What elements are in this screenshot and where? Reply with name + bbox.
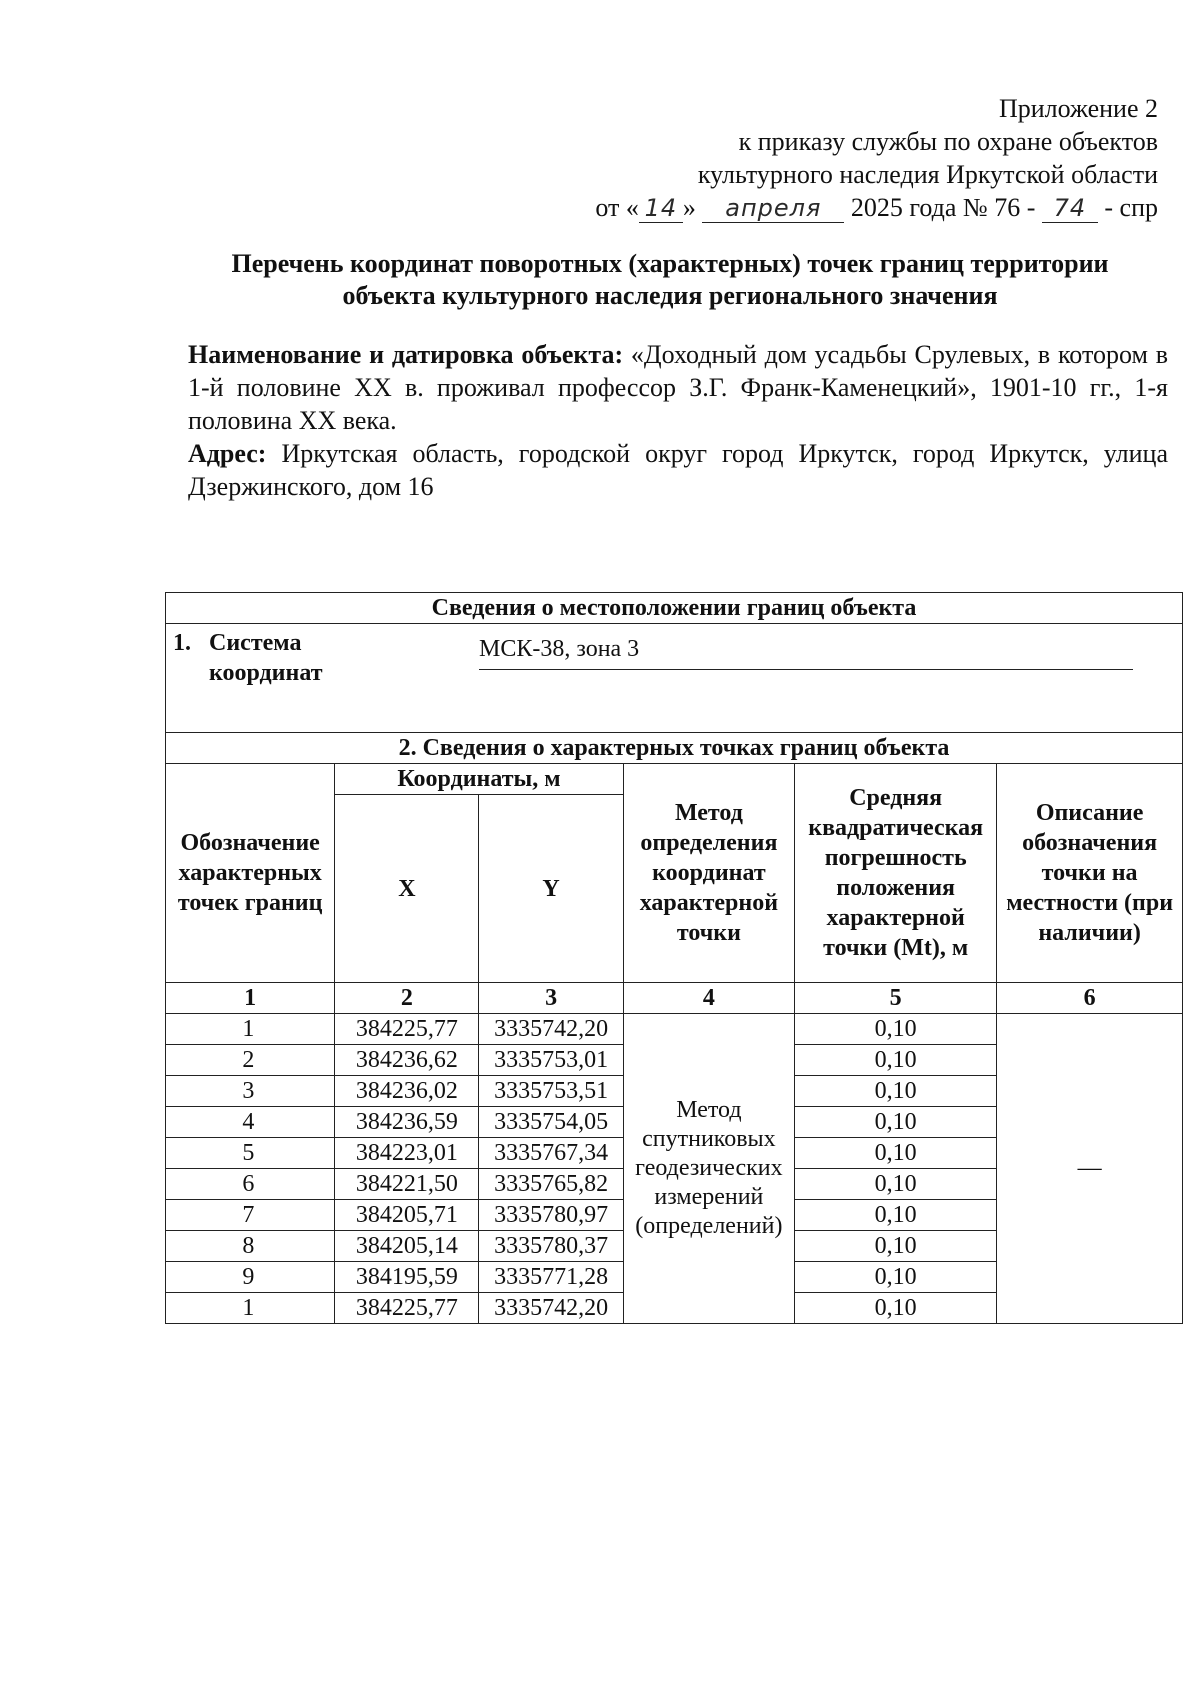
point-mt: 0,10	[795, 1045, 997, 1076]
header-y: Y	[479, 795, 623, 983]
point-id: 9	[166, 1262, 335, 1293]
date-mid: »	[682, 193, 696, 222]
point-y: 3335780,37	[479, 1231, 623, 1262]
table-row	[166, 1014, 1183, 1045]
date-suffix: - спр	[1104, 193, 1158, 222]
method-cell: Метод спутниковых геодезических измерений (определений)	[623, 1014, 794, 1324]
point-id: 7	[166, 1200, 335, 1231]
object-address-value: Иркутская область, городской округ город Иркутск, город Иркутск, улица Дзержинского, дом 16	[188, 439, 1168, 501]
header-x: X	[335, 795, 479, 983]
object-name-label: Наименование и датировка объекта:	[188, 340, 624, 369]
header-designation: Обозначение характерных точек границ	[166, 764, 335, 983]
description-cell	[997, 1014, 1183, 1324]
object-name-value: «Доходный дом усадьбы Срулевых, в котором в 1-й половине XX в. проживал профессор З.Г. Франк-Каменецкий», 1901-10 гг., 1-я половина XX века.	[188, 340, 1169, 435]
points-section-title: 2. Сведения о характерных точках границ объекта	[166, 733, 1183, 764]
column-number: 5	[795, 983, 997, 1014]
coordinate-system-value: МСК-38, зона 3	[479, 636, 1133, 670]
point-mt: 0,10	[795, 1293, 997, 1324]
point-x: 384205,14	[335, 1231, 479, 1262]
point-x: 384223,01	[335, 1138, 479, 1169]
point-x: 384236,02	[335, 1076, 479, 1107]
coordinates-table	[165, 592, 1183, 1324]
handwritten-order-number: 74	[1042, 194, 1098, 223]
point-y: 3335767,34	[479, 1138, 623, 1169]
point-x: 384221,50	[335, 1169, 479, 1200]
object-info	[188, 338, 1168, 503]
point-y: 3335753,01	[479, 1045, 623, 1076]
appendix-date-line	[595, 191, 1158, 224]
header-error: Средняя квадратическая погрешность положения характерной точки (Mt), м	[795, 764, 997, 983]
point-mt: 0,10	[795, 1138, 997, 1169]
handwritten-day: 14	[639, 194, 683, 223]
object-name-paragraph	[188, 338, 1168, 437]
point-y: 3335780,97	[479, 1200, 623, 1231]
point-x: 384195,59	[335, 1262, 479, 1293]
point-id: 6	[166, 1169, 335, 1200]
point-id: 1	[166, 1293, 335, 1324]
point-x: 384225,77	[335, 1014, 479, 1045]
point-y: 3335754,05	[479, 1107, 623, 1138]
header-description: Описание обозначения точки на местности (при наличии)	[997, 764, 1183, 983]
point-y: 3335765,82	[479, 1169, 623, 1200]
column-number: 3	[479, 983, 623, 1014]
point-x: 384236,59	[335, 1107, 479, 1138]
document-title	[170, 248, 1170, 312]
appendix-header	[595, 92, 1158, 224]
object-address-label: Адрес:	[188, 439, 267, 468]
point-mt: 0,10	[795, 1076, 997, 1107]
point-x: 384225,77	[335, 1293, 479, 1324]
appendix-number: Приложение 2	[998, 94, 1158, 123]
point-y: 3335771,28	[479, 1262, 623, 1293]
date-year: 2025 года № 76 -	[850, 193, 1036, 222]
coordinate-system-cell	[166, 624, 1183, 733]
section-title: Сведения о местоположении границ объекта	[166, 593, 1183, 624]
coordinate-system-text: Система координат	[209, 630, 323, 686]
point-mt: 0,10	[795, 1200, 997, 1231]
column-numbers-row	[166, 983, 1183, 1014]
column-number: 6	[997, 983, 1183, 1014]
point-id: 1	[166, 1014, 335, 1045]
point-id: 3	[166, 1076, 335, 1107]
handwritten-month: апреля	[702, 194, 844, 223]
appendix-authority: культурного наследия Иркутской области	[697, 160, 1158, 189]
point-id: 4	[166, 1107, 335, 1138]
title-line-2: объекта культурного наследия регионального значения	[342, 281, 998, 310]
point-y: 3335742,20	[479, 1014, 623, 1045]
appendix-order-ref: к приказу службы по охране объектов	[738, 127, 1158, 156]
point-id: 8	[166, 1231, 335, 1262]
point-mt: 0,10	[795, 1231, 997, 1262]
point-mt: 0,10	[795, 1014, 997, 1045]
description-dash: —	[1077, 1155, 1102, 1181]
title-line-1: Перечень координат поворотных (характерных) точек границ территории	[231, 249, 1109, 278]
point-id: 5	[166, 1138, 335, 1169]
point-y: 3335753,51	[479, 1076, 623, 1107]
point-x: 384236,62	[335, 1045, 479, 1076]
object-address-paragraph	[188, 437, 1168, 503]
point-mt: 0,10	[795, 1169, 997, 1200]
point-x: 384205,71	[335, 1200, 479, 1231]
date-prefix: от «	[595, 193, 639, 222]
header-method: Метод определения координат характерной точки	[623, 764, 794, 983]
point-id: 2	[166, 1045, 335, 1076]
coordinate-system-number: 1.	[173, 630, 191, 656]
column-number: 4	[623, 983, 794, 1014]
column-number: 1	[166, 983, 335, 1014]
point-y: 3335742,20	[479, 1293, 623, 1324]
point-mt: 0,10	[795, 1107, 997, 1138]
column-number: 2	[335, 983, 479, 1014]
header-coordinates: Координаты, м	[335, 764, 623, 795]
point-mt: 0,10	[795, 1262, 997, 1293]
